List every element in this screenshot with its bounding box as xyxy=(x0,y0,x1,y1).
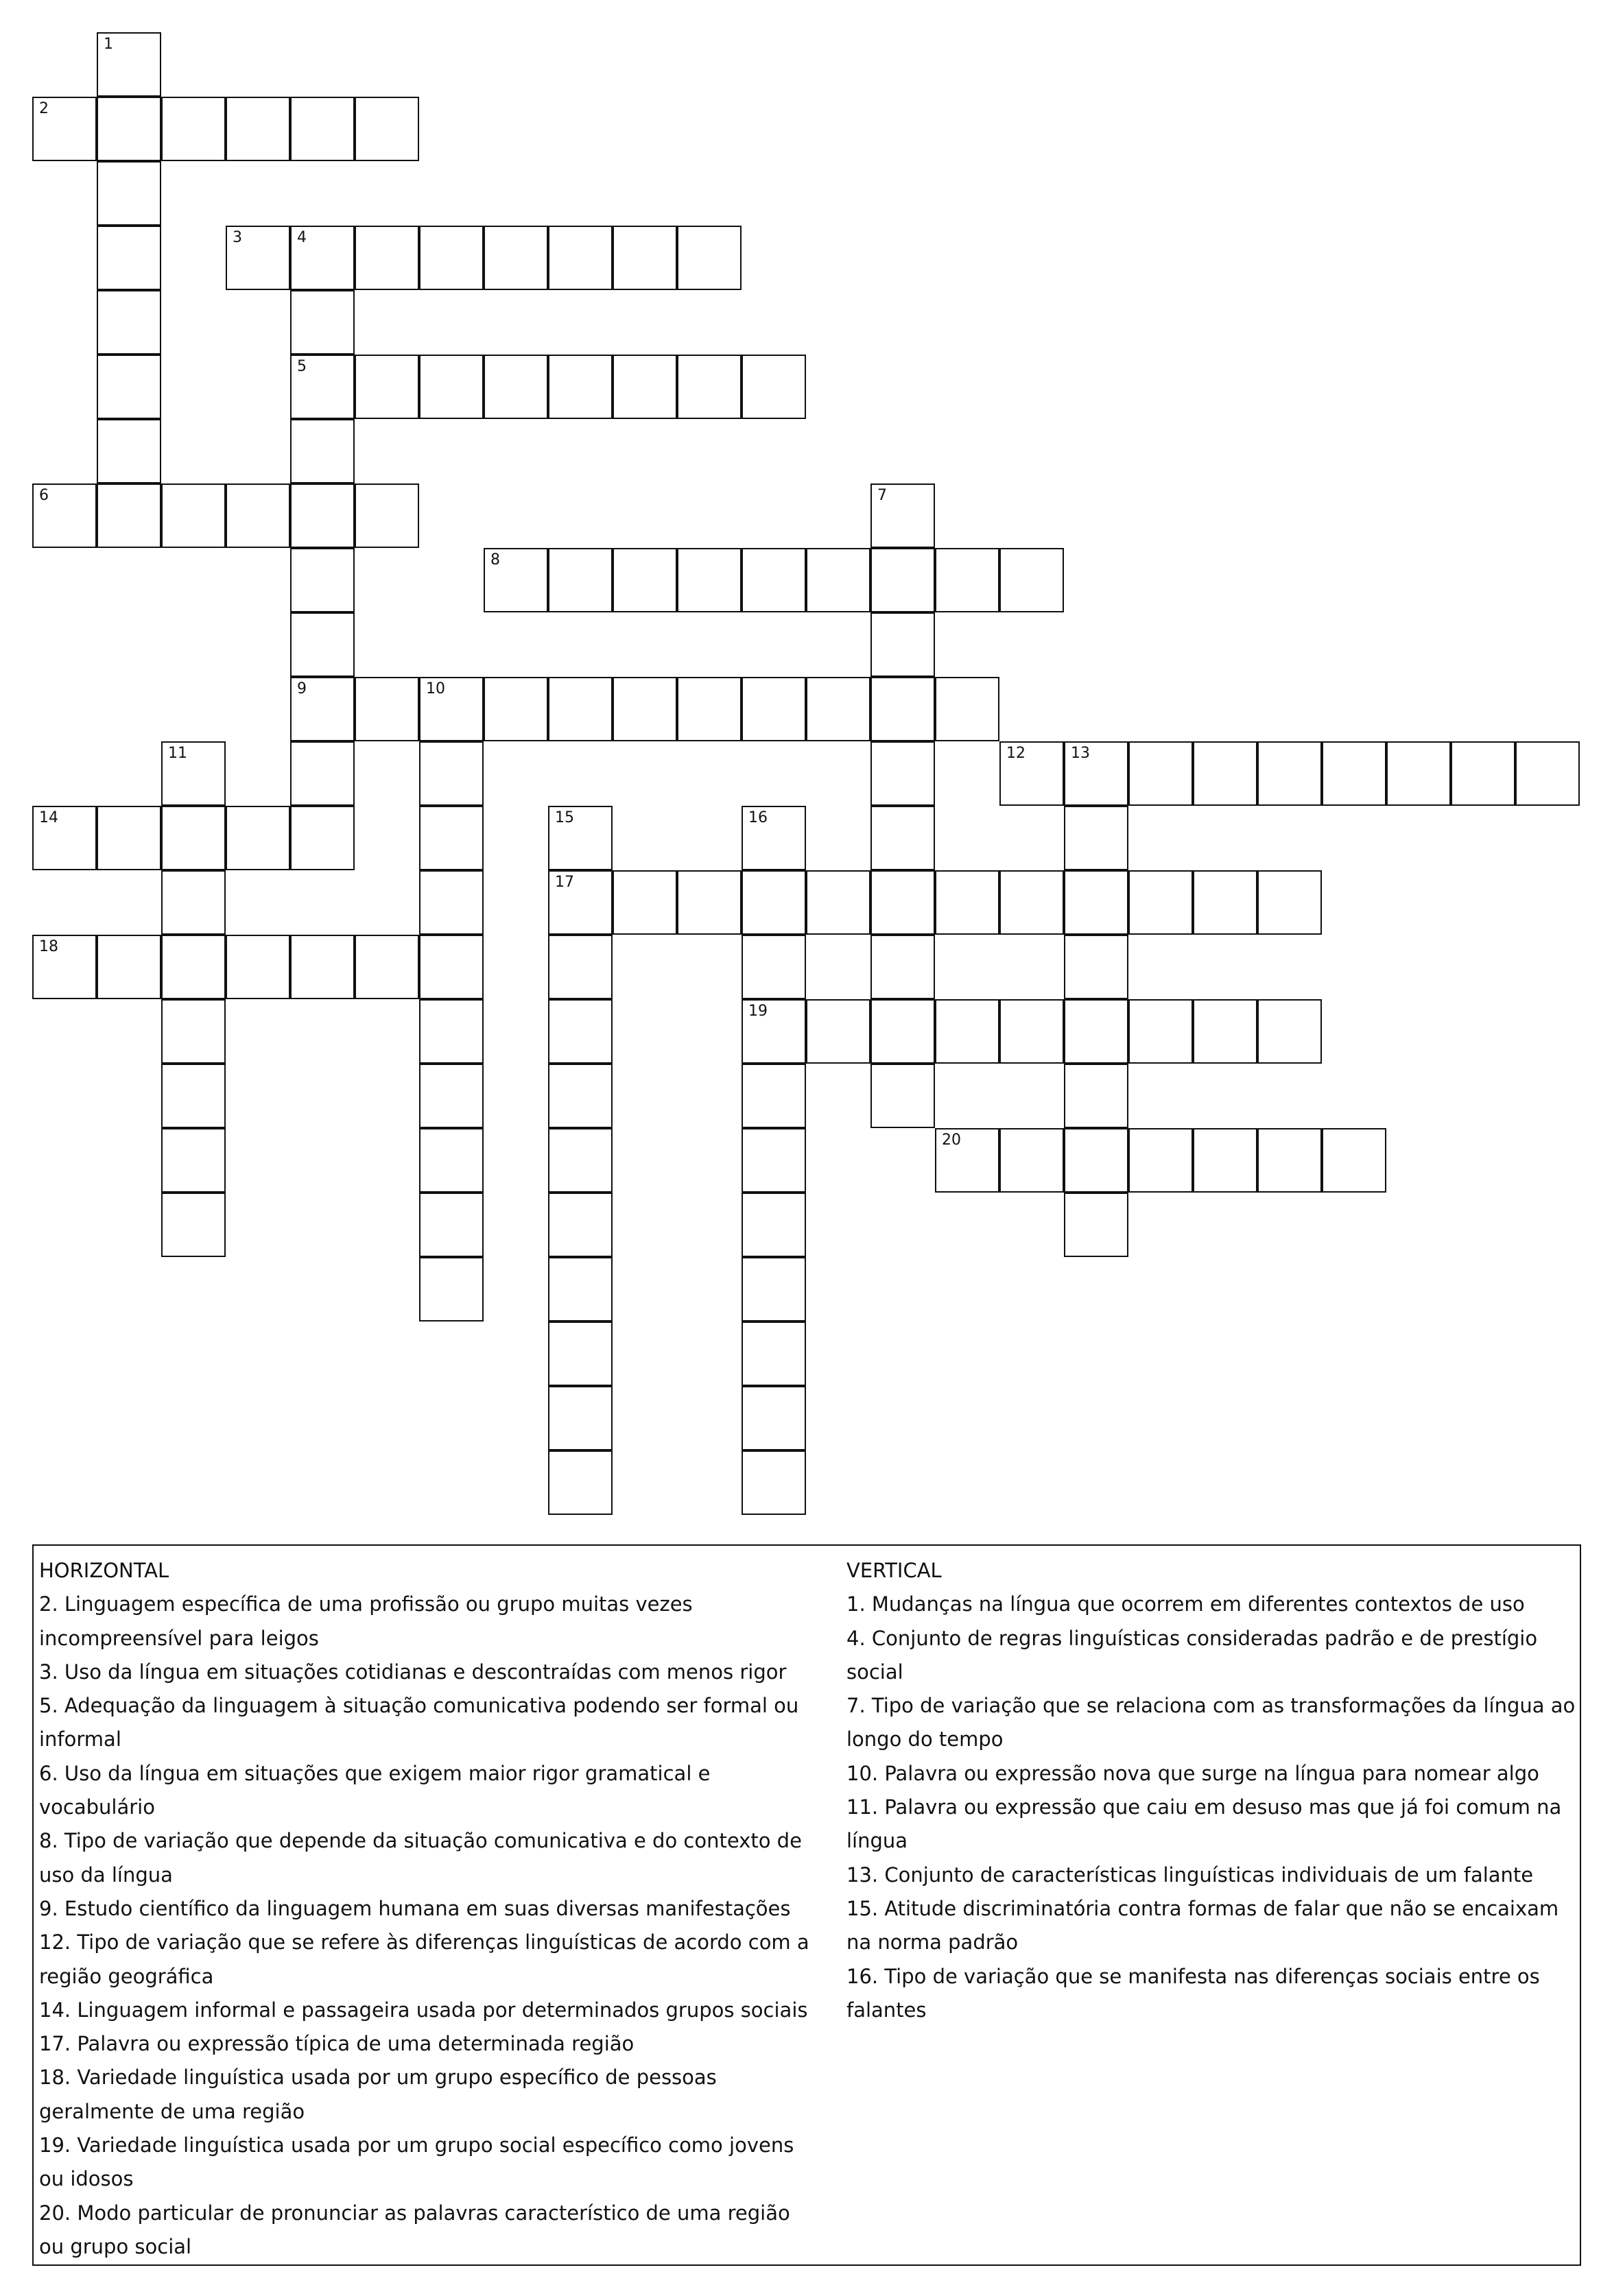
grid-cell[interactable] xyxy=(999,870,1064,935)
clue-across-8: 8. Tipo de variação que depende da situação comunicativa e do contexto de uso da língua xyxy=(39,1829,802,1887)
grid-cell[interactable] xyxy=(1128,1128,1193,1193)
grid-cell[interactable] xyxy=(97,355,161,419)
grid-cell[interactable] xyxy=(226,226,290,290)
grid-cell[interactable] xyxy=(1128,870,1193,935)
grid-cell[interactable] xyxy=(870,483,935,548)
grid-cell[interactable] xyxy=(806,548,870,612)
clue-number: 19 xyxy=(748,1003,768,1020)
grid-cell[interactable] xyxy=(742,548,806,612)
grid-cell[interactable] xyxy=(1193,741,1257,806)
clue-across-3: 3. Uso da língua em situações cotidianas e descontraídas com menos rigor xyxy=(39,1660,787,1684)
grid-cell[interactable] xyxy=(870,1064,935,1128)
grid-cell[interactable] xyxy=(290,355,355,419)
clue-across-2: 2. Linguagem específica de uma profissão ou grupo muitas vezes incompreensível para leigos xyxy=(39,1592,693,1650)
clue-across-12: 12. Tipo de variação que se refere às diferenças linguísticas de acordo com a região geográfica xyxy=(39,1930,809,1988)
grid-cell[interactable] xyxy=(806,999,870,1064)
clue-across-19: 19. Variedade linguística usada por um grupo social específico como jovens ou idosos xyxy=(39,2133,794,2191)
grid-cell[interactable] xyxy=(1322,1128,1386,1193)
grid-cell[interactable] xyxy=(548,1322,613,1386)
grid-cell[interactable] xyxy=(999,1128,1064,1193)
grid-cell[interactable] xyxy=(677,355,742,419)
grid-cell[interactable] xyxy=(419,355,484,419)
grid-cell[interactable] xyxy=(677,677,742,741)
grid-cell[interactable] xyxy=(97,290,161,355)
grid-cell[interactable] xyxy=(742,1257,806,1322)
grid-cell[interactable] xyxy=(999,999,1064,1064)
grid-cell[interactable] xyxy=(1257,1128,1322,1193)
grid-cell[interactable] xyxy=(161,1193,226,1257)
grid-cell[interactable] xyxy=(97,32,161,97)
grid-cell[interactable] xyxy=(548,1193,613,1257)
grid-cell[interactable] xyxy=(870,741,935,806)
grid-cell[interactable] xyxy=(1128,741,1193,806)
grid-cell[interactable] xyxy=(161,741,226,806)
clue-across-17: 17. Palavra ou expressão típica de uma determinada região xyxy=(39,2032,635,2056)
grid-cell[interactable] xyxy=(1193,870,1257,935)
grid-cell[interactable] xyxy=(97,161,161,226)
grid-cell[interactable] xyxy=(1064,870,1128,935)
grid-cell[interactable] xyxy=(226,483,290,548)
grid-cell[interactable] xyxy=(742,870,806,935)
clues-box xyxy=(32,1544,1581,2266)
clue-down-15: 15. Atitude discriminatória contra formas de falar que não se encaixam na norma padrão xyxy=(846,1896,1559,1954)
grid-cell[interactable] xyxy=(97,97,161,161)
grid-cell[interactable] xyxy=(548,355,613,419)
grid-cell[interactable] xyxy=(97,483,161,548)
grid-cell[interactable] xyxy=(161,483,226,548)
clue-number: 9 xyxy=(297,680,307,697)
grid-cell[interactable] xyxy=(1064,1193,1128,1257)
grid-cell[interactable] xyxy=(97,419,161,483)
grid-cell[interactable] xyxy=(290,548,355,612)
grid-cell[interactable] xyxy=(1128,999,1193,1064)
grid-cell[interactable] xyxy=(290,483,355,548)
grid-cell[interactable] xyxy=(419,1128,484,1193)
grid-cell[interactable] xyxy=(935,677,999,741)
grid-cell[interactable] xyxy=(419,677,484,741)
grid-cell[interactable] xyxy=(1064,999,1128,1064)
grid-cell[interactable] xyxy=(742,1128,806,1193)
grid-cell[interactable] xyxy=(742,355,806,419)
clue-down-10: 10. Palavra ou expressão nova que surge na língua para nomear algo xyxy=(846,1761,1539,1785)
grid-cell[interactable] xyxy=(226,806,290,870)
grid-cell[interactable] xyxy=(935,548,999,612)
grid-cell[interactable] xyxy=(226,97,290,161)
grid-cell[interactable] xyxy=(419,870,484,935)
grid-cell[interactable] xyxy=(742,677,806,741)
grid-cell[interactable] xyxy=(935,999,999,1064)
grid-cell[interactable] xyxy=(548,870,613,935)
clue-across-6: 6. Uso da língua em situações que exigem maior rigor gramatical e vocabulário xyxy=(39,1761,711,1819)
grid-cell[interactable] xyxy=(1257,870,1322,935)
grid-cell[interactable] xyxy=(419,1257,484,1322)
grid-cell[interactable] xyxy=(290,677,355,741)
horizontal-heading: HORIZONTAL xyxy=(39,1559,169,1582)
grid-cell[interactable] xyxy=(677,870,742,935)
clue-number: 8 xyxy=(490,551,500,569)
grid-cell[interactable] xyxy=(613,355,677,419)
clue-down-16: 16. Tipo de variação que se manifesta nas diferenças sociais entre os falantes xyxy=(846,1964,1540,2022)
grid-cell[interactable] xyxy=(548,1450,613,1515)
grid-cell[interactable] xyxy=(806,870,870,935)
clue-down-4: 4. Conjunto de regras linguísticas consideradas padrão e de prestígio social xyxy=(846,1626,1538,1684)
grid-cell[interactable] xyxy=(677,226,742,290)
grid-cell[interactable] xyxy=(935,870,999,935)
clue-across-9: 9. Estudo científico da linguagem humana em suas diversas manifestações xyxy=(39,1896,791,1920)
grid-cell[interactable] xyxy=(290,741,355,806)
grid-cell[interactable] xyxy=(484,355,548,419)
grid-cell[interactable] xyxy=(548,806,613,870)
grid-cell[interactable] xyxy=(742,1386,806,1450)
grid-cell[interactable] xyxy=(870,806,935,870)
grid-cell[interactable] xyxy=(484,226,548,290)
grid-cell[interactable] xyxy=(935,1128,999,1193)
grid-cell[interactable] xyxy=(870,935,935,999)
clue-number: 4 xyxy=(297,229,307,246)
grid-cell[interactable] xyxy=(32,806,97,870)
grid-cell[interactable] xyxy=(226,935,290,999)
clue-number: 2 xyxy=(39,100,49,117)
clue-number: 20 xyxy=(942,1132,961,1149)
clue-number: 7 xyxy=(877,487,887,504)
grid-cell[interactable] xyxy=(32,935,97,999)
grid-cell[interactable] xyxy=(1193,999,1257,1064)
grid-cell[interactable] xyxy=(161,1128,226,1193)
grid-cell[interactable] xyxy=(161,999,226,1064)
grid-cell[interactable] xyxy=(1515,741,1580,806)
clue-across-5: 5. Adequação da linguagem à situação comunicativa podendo ser formal ou informal xyxy=(39,1694,799,1751)
grid-cell[interactable] xyxy=(1386,741,1451,806)
grid-cell[interactable] xyxy=(677,548,742,612)
grid-cell[interactable] xyxy=(32,483,97,548)
clue-number: 14 xyxy=(39,809,58,826)
clue-across-18: 18. Variedade linguística usada por um grupo específico de pessoas geralmente de uma região xyxy=(39,2066,717,2123)
grid-cell[interactable] xyxy=(161,97,226,161)
clue-down-13: 13. Conjunto de características linguísticas individuais de um falante xyxy=(846,1863,1534,1887)
grid-cell[interactable] xyxy=(870,999,935,1064)
grid-cell[interactable] xyxy=(290,226,355,290)
grid-cell[interactable] xyxy=(548,935,613,999)
clue-down-7: 7. Tipo de variação que se relaciona com as transformações da língua ao longo do tempo xyxy=(846,1694,1576,1751)
grid-cell[interactable] xyxy=(161,870,226,935)
grid-cell[interactable] xyxy=(32,97,97,161)
grid-cell[interactable] xyxy=(419,226,484,290)
grid-cell[interactable] xyxy=(870,548,935,612)
grid-cell[interactable] xyxy=(161,806,226,870)
grid-cell[interactable] xyxy=(1451,741,1515,806)
grid-cell[interactable] xyxy=(613,226,677,290)
grid-cell[interactable] xyxy=(742,935,806,999)
grid-cell[interactable] xyxy=(1257,999,1322,1064)
grid-cell[interactable] xyxy=(613,548,677,612)
grid-cell[interactable] xyxy=(548,548,613,612)
horizontal-clues xyxy=(39,1554,811,2264)
grid-cell[interactable] xyxy=(548,1257,613,1322)
clue-across-14: 14. Linguagem informal e passageira usada por determinados grupos sociais xyxy=(39,1998,808,2022)
grid-cell[interactable] xyxy=(1193,1128,1257,1193)
grid-cell[interactable] xyxy=(742,1193,806,1257)
grid-cell[interactable] xyxy=(548,1128,613,1193)
clue-number: 15 xyxy=(555,809,574,826)
grid-cell[interactable] xyxy=(419,999,484,1064)
grid-cell[interactable] xyxy=(1064,1064,1128,1128)
grid-cell[interactable] xyxy=(355,935,419,999)
grid-cell[interactable] xyxy=(548,677,613,741)
grid-cell[interactable] xyxy=(355,483,419,548)
clue-number: 17 xyxy=(555,874,574,891)
grid-cell[interactable] xyxy=(290,97,355,161)
grid-cell[interactable] xyxy=(290,935,355,999)
grid-cell[interactable] xyxy=(1064,935,1128,999)
grid-cell[interactable] xyxy=(161,935,226,999)
clue-number: 10 xyxy=(426,680,445,697)
clue-number: 12 xyxy=(1006,745,1026,762)
clue-down-11: 11. Palavra ou expressão que caiu em desuso mas que já foi comum na língua xyxy=(846,1795,1562,1853)
grid-cell[interactable] xyxy=(290,419,355,483)
grid-cell[interactable] xyxy=(548,1386,613,1450)
grid-cell[interactable] xyxy=(999,548,1064,612)
grid-cell[interactable] xyxy=(1064,1128,1128,1193)
vertical-heading: VERTICAL xyxy=(846,1559,942,1582)
grid-cell[interactable] xyxy=(1064,741,1128,806)
grid-cell[interactable] xyxy=(870,677,935,741)
grid-cell[interactable] xyxy=(97,935,161,999)
grid-cell[interactable] xyxy=(870,612,935,677)
grid-cell[interactable] xyxy=(419,741,484,806)
grid-cell[interactable] xyxy=(97,226,161,290)
grid-cell[interactable] xyxy=(806,677,870,741)
grid-cell[interactable] xyxy=(742,999,806,1064)
grid-cell[interactable] xyxy=(419,935,484,999)
grid-cell[interactable] xyxy=(1322,741,1386,806)
grid-cell[interactable] xyxy=(290,806,355,870)
grid-cell[interactable] xyxy=(97,806,161,870)
clue-number: 11 xyxy=(168,745,187,762)
clue-number: 5 xyxy=(297,358,307,375)
grid-cell[interactable] xyxy=(290,290,355,355)
grid-cell[interactable] xyxy=(870,870,935,935)
grid-cell[interactable] xyxy=(161,1064,226,1128)
clue-number: 1 xyxy=(104,36,113,53)
grid-cell[interactable] xyxy=(355,226,419,290)
grid-cell[interactable] xyxy=(1064,806,1128,870)
grid-cell[interactable] xyxy=(484,548,548,612)
grid-cell[interactable] xyxy=(548,999,613,1064)
grid-cell[interactable] xyxy=(484,677,548,741)
grid-cell[interactable] xyxy=(355,677,419,741)
clue-across-20: 20. Modo particular de pronunciar as palavras característico de uma região ou grupo social xyxy=(39,2201,790,2258)
clue-number: 3 xyxy=(233,229,242,246)
grid-cell[interactable] xyxy=(548,1064,613,1128)
grid-cell[interactable] xyxy=(419,806,484,870)
grid-cell[interactable] xyxy=(355,355,419,419)
grid-cell[interactable] xyxy=(548,226,613,290)
vertical-clues xyxy=(846,1554,1577,2027)
grid-cell[interactable] xyxy=(742,1064,806,1128)
clue-number: 6 xyxy=(39,487,49,504)
clue-number: 13 xyxy=(1071,745,1090,762)
grid-cell[interactable] xyxy=(290,612,355,677)
grid-cell[interactable] xyxy=(742,806,806,870)
clue-number: 18 xyxy=(39,938,58,955)
grid-cell[interactable] xyxy=(419,1193,484,1257)
grid-cell[interactable] xyxy=(613,870,677,935)
grid-cell[interactable] xyxy=(355,97,419,161)
grid-cell[interactable] xyxy=(613,677,677,741)
grid-cell[interactable] xyxy=(999,741,1064,806)
grid-cell[interactable] xyxy=(742,1322,806,1386)
clue-number: 16 xyxy=(748,809,768,826)
grid-cell[interactable] xyxy=(742,1450,806,1515)
grid-cell[interactable] xyxy=(1257,741,1322,806)
grid-cell[interactable] xyxy=(419,1064,484,1128)
clue-down-1: 1. Mudanças na língua que ocorrem em diferentes contextos de uso xyxy=(846,1592,1525,1616)
